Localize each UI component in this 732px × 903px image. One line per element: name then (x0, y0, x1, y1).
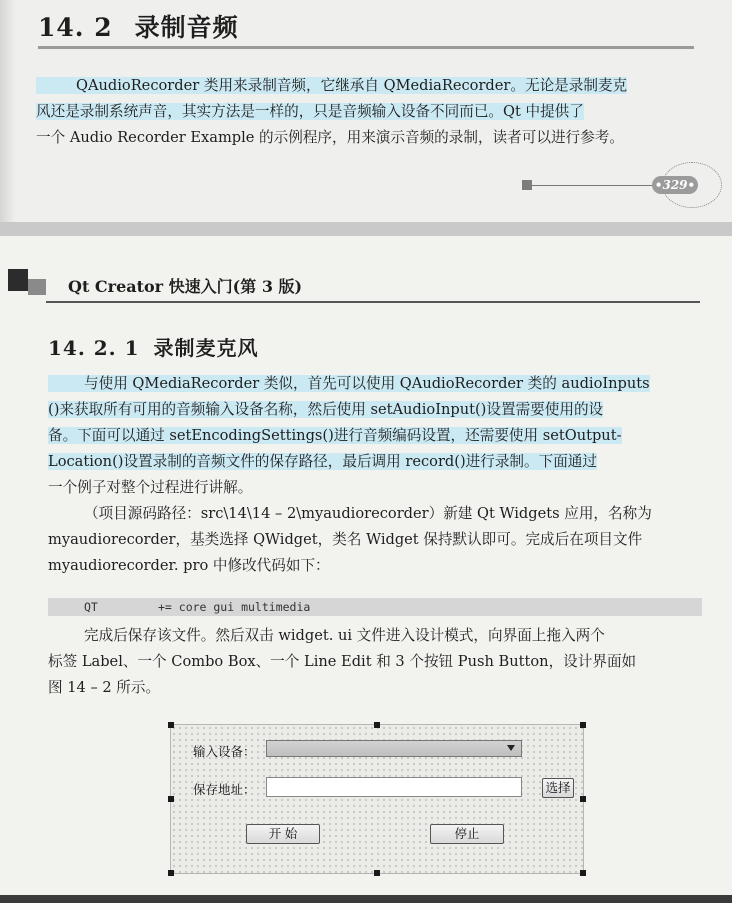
code-value: += core gui multimedia (158, 600, 311, 614)
resize-handle[interactable] (168, 796, 174, 802)
page-edge-shadow (0, 0, 16, 222)
bottom-edge (0, 895, 732, 903)
ornament-line (532, 185, 657, 186)
page-number-ornament (522, 170, 712, 202)
subsection-heading (48, 332, 259, 361)
paragraph-2 (48, 501, 702, 579)
subsection-number: 14. 2. 1 (48, 336, 140, 360)
section-title: 录制音频 (134, 13, 239, 42)
resize-handle[interactable] (580, 870, 586, 876)
code-block (48, 598, 702, 616)
header-rule (46, 301, 700, 303)
resize-handle[interactable] (580, 796, 586, 802)
heading-rule (38, 46, 694, 49)
subsection-title: 录制麦克风 (153, 336, 259, 360)
page-330 (0, 236, 732, 903)
section-number: 14. 2 (38, 13, 113, 42)
input-device-combobox[interactable] (266, 740, 522, 757)
paragraph-3 (48, 623, 702, 701)
paragraph-line: 一个例子对整个过程进行讲解。 (48, 479, 253, 496)
paragraph-line: 完成后保存该文件。然后双击 widget. ui 文件进入设计模式，向界面上拖入两个 (84, 627, 605, 644)
resize-handle[interactable] (374, 870, 380, 876)
page-329 (0, 0, 732, 222)
ornament-square (522, 180, 532, 190)
paragraph-line: （项目源码路径：src\14\14 – 2\myaudiorecorder）新建 Qt Widgets 应用，名称为 (84, 505, 652, 522)
save-path-input[interactable] (266, 777, 522, 797)
paragraph-line: myaudiorecorder，基类选择 QWidget，类名 Widget 保持默认即可。完成后在项目文件 (48, 531, 643, 548)
start-button[interactable]: 开 始 (246, 824, 320, 844)
paragraph-1 (48, 371, 702, 501)
paragraph-line: 一个 Audio Recorder Example 的示例程序，用来演示音频的录制，读者可以进行参考。 (36, 129, 624, 146)
page-gap (0, 222, 732, 236)
stop-button[interactable]: 停止 (430, 824, 504, 844)
resize-handle[interactable] (168, 722, 174, 728)
paragraph-line: QAudioRecorder 类用来录制音频，它继承自 QMediaRecorder。无论是录制麦克 (36, 73, 696, 99)
paragraph-line: Location()设置录制的音频文件的保存路径，最后调用 record()进行录制。下面通过 (48, 453, 597, 470)
paragraph-line: ()来获取所有可用的音频输入设备名称，然后使用 setAudioInput()设置需要使用的设 (48, 401, 604, 418)
input-device-label: 输入设备： (193, 745, 256, 759)
header-block-gray (28, 279, 46, 295)
resize-handle[interactable] (168, 870, 174, 876)
running-header: Qt Creator 快速入门(第 3 版) (68, 277, 303, 296)
ui-designer-form (170, 724, 584, 874)
paragraph-line: myaudiorecorder. pro 中修改代码如下： (48, 557, 330, 574)
section-heading (38, 8, 239, 44)
resize-handle[interactable] (580, 722, 586, 728)
select-button[interactable]: 选择 (542, 778, 574, 798)
intro-paragraph (36, 73, 696, 151)
paragraph-line: 与使用 QMediaRecorder 类似，首先可以使用 QAudioRecorder 类的 audioInputs (48, 371, 702, 397)
code-keyword: QT (84, 600, 98, 614)
paragraph-line: 风还是录制系统声音，其实方法是一样的，只是音频输入设备不同而已。Qt 中提供了 (36, 103, 584, 120)
paragraph-line: 标签 Label、一个 Combo Box、一个 Line Edit 和 3 个按钮 Push Button，设计界面如 (48, 653, 637, 670)
save-path-label: 保存地址： (193, 783, 256, 797)
paragraph-line: 图 14 – 2 所示。 (48, 679, 161, 696)
header-block-dark (8, 269, 28, 291)
page-number: •329• (652, 176, 698, 194)
paragraph-line: 备。下面可以通过 setEncodingSettings()进行音频编码设置，还需要使用 setOutput- (48, 427, 622, 444)
dropdown-arrow-icon[interactable] (507, 745, 515, 751)
resize-handle[interactable] (374, 722, 380, 728)
